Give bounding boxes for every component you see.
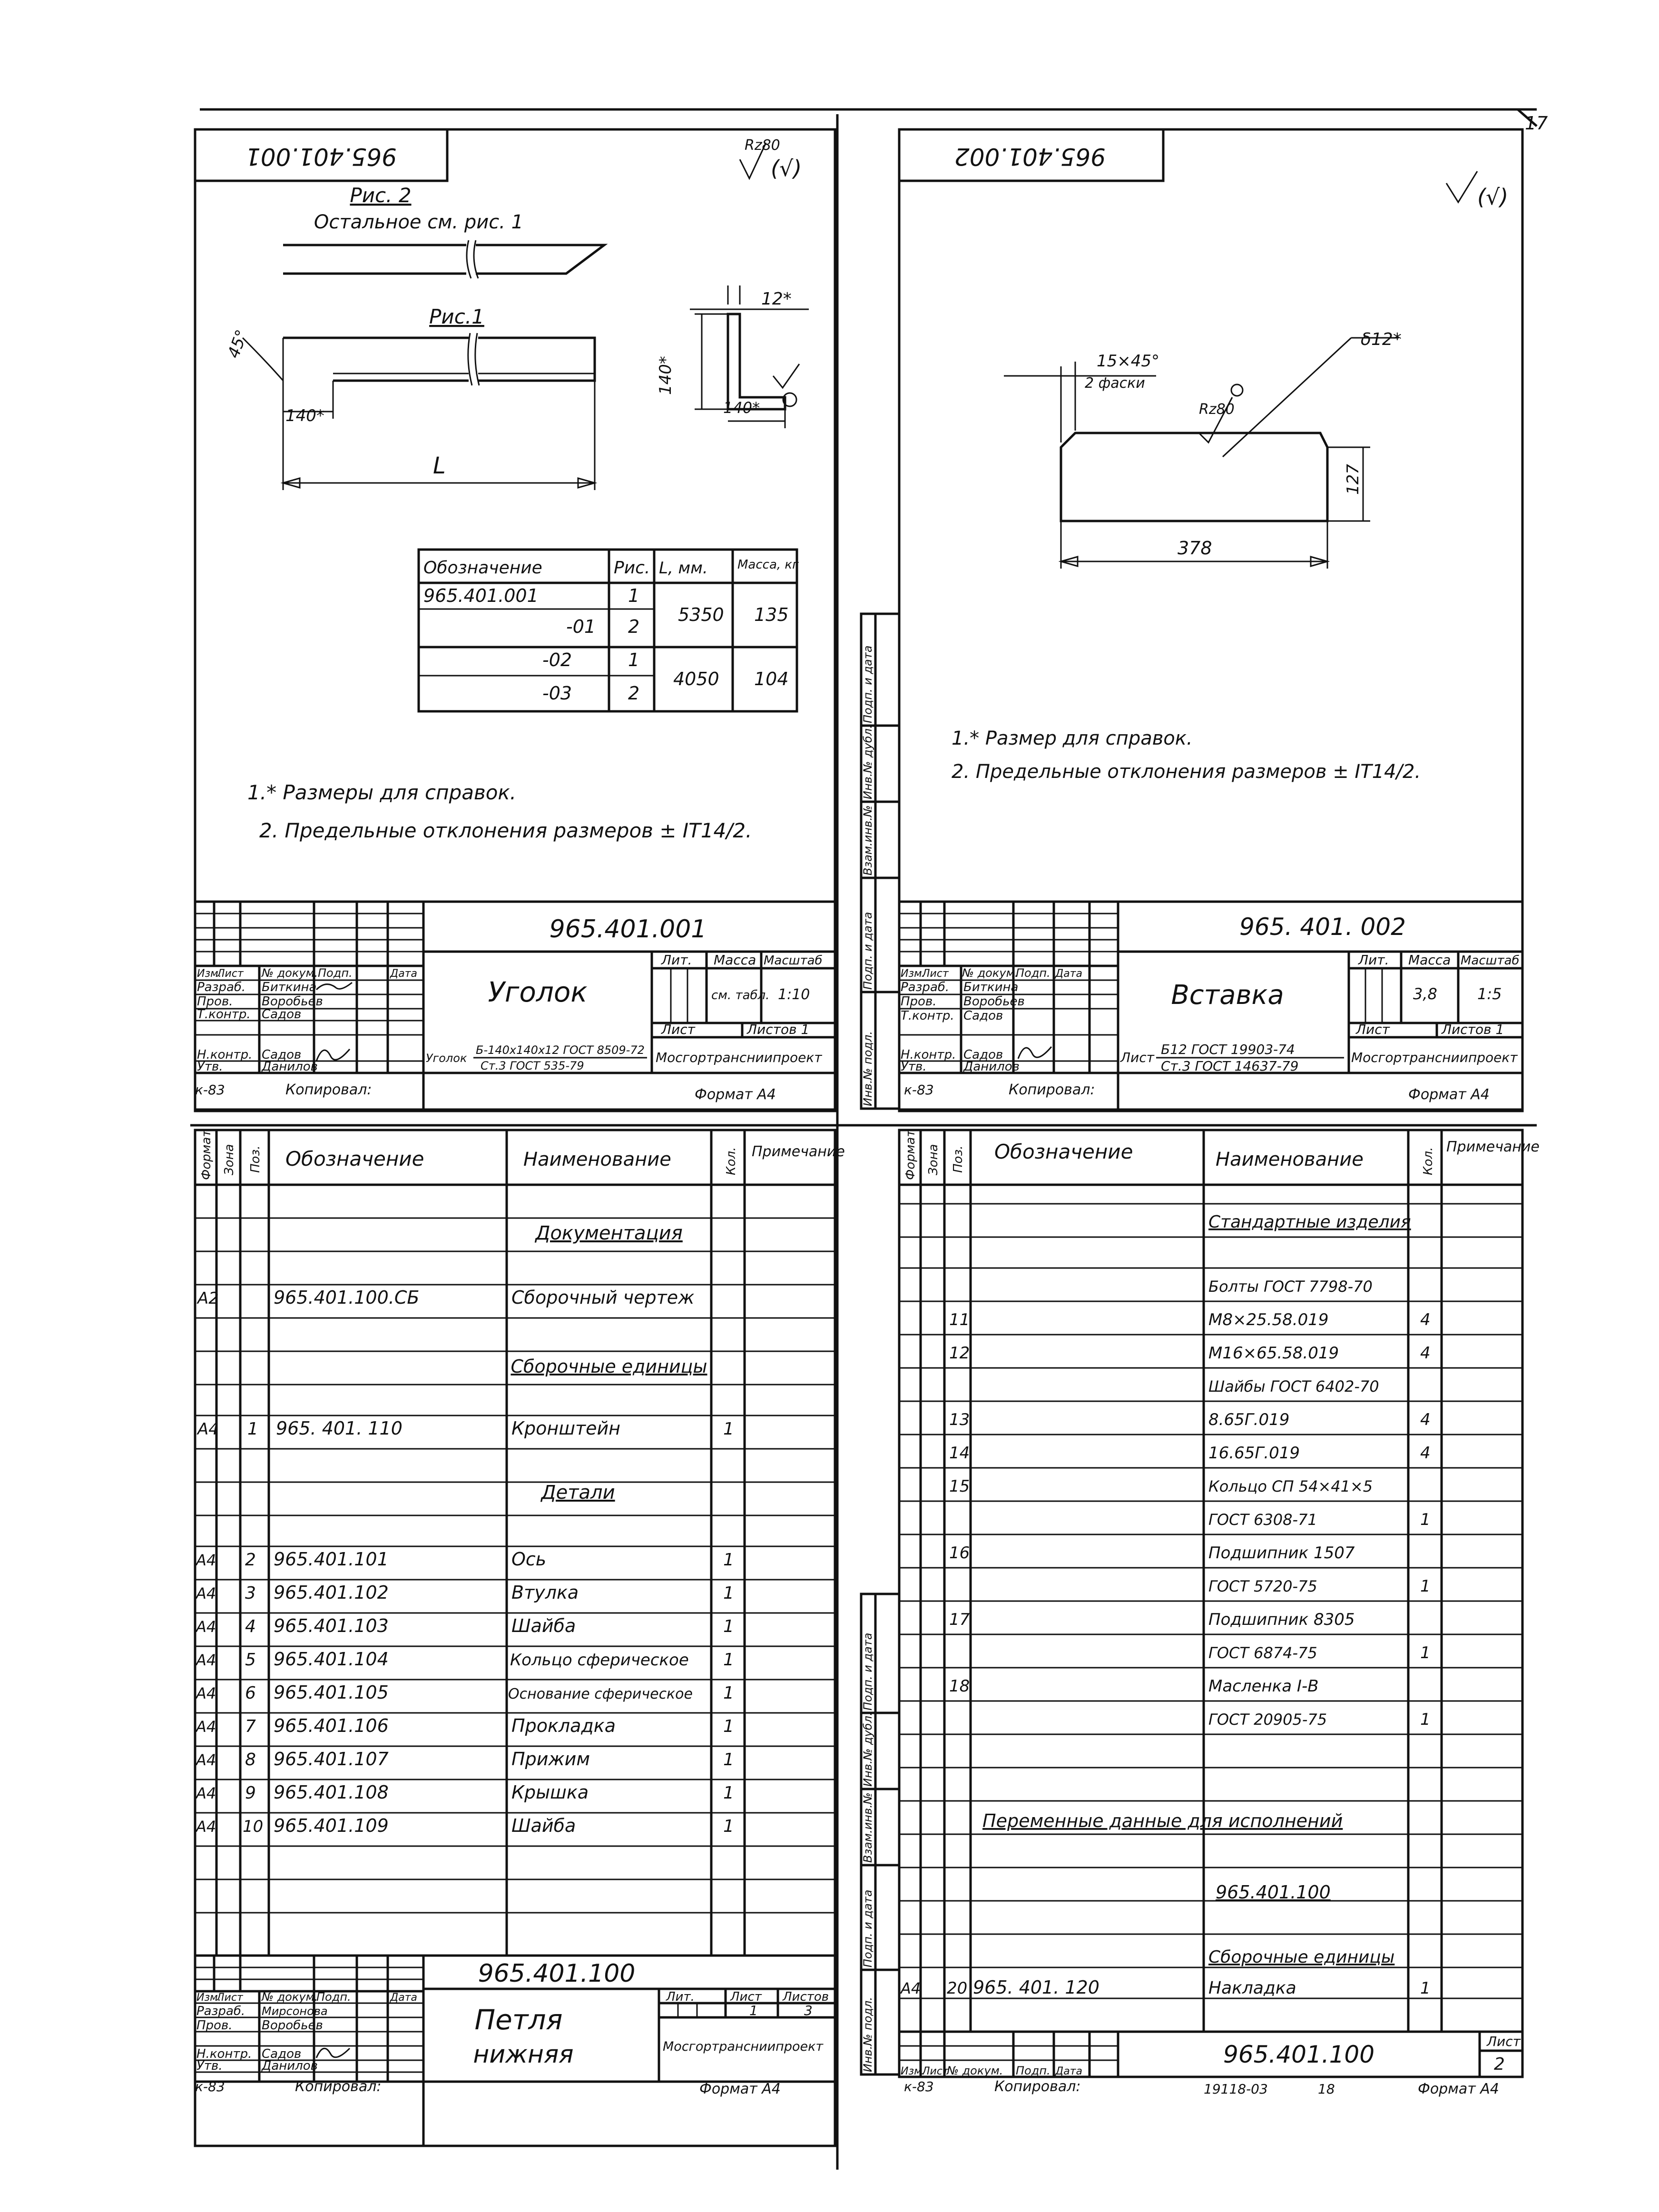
name5-vstavka: Данилов <box>963 1060 1020 1074</box>
hdr-podp-ugolok: Подп. <box>318 966 353 980</box>
note1-ugolok: 1.* Размеры для справок. <box>247 781 517 804</box>
fig2-drawing <box>283 240 604 278</box>
dim-12-ugolok: 12* <box>761 289 792 309</box>
spec1-row-format: А2 <box>197 1289 219 1308</box>
dim-378: 378 <box>1178 538 1212 559</box>
name1-ugolok: Биткина <box>262 980 317 994</box>
spec2-hdr-designation: Обозначение <box>994 1140 1133 1163</box>
hdr-izm-vstavka: Изм. <box>901 968 925 980</box>
spec1-row-pos: 4 <box>245 1617 256 1636</box>
spec1-row-pos: 5 <box>245 1650 256 1670</box>
spec1-row-qty: 1 <box>723 1717 734 1736</box>
spec2-variant-number: 965.401.100 <box>1216 1882 1331 1903</box>
spec2-row-pos: 18 <box>949 1677 970 1696</box>
table-hdr-fig: Рис. <box>614 558 650 578</box>
role1-ugolok: Разраб. <box>197 980 246 994</box>
spec2-row-name: ГОСТ 20905-75 <box>1208 1711 1327 1729</box>
sheets-label-vstavka: Листов 1 <box>1442 1022 1504 1037</box>
spec1-row-pos: 3 <box>245 1583 256 1603</box>
table-hdr-designation: Обозначение <box>423 558 542 578</box>
side-stamp-dubl: Инв.№ дубл. <box>861 1712 874 1787</box>
material-top-vstavka: Б12 ГОСТ 19903-74 <box>1161 1042 1295 1057</box>
spec1-hdr-name: Наименование <box>523 1149 671 1170</box>
spec1-row-qty: 1 <box>723 1817 734 1836</box>
spec1-row-name: Ось <box>511 1549 547 1570</box>
mass-val-ugolok: см. табл. <box>711 988 770 1003</box>
name2-spec1: Воробьев <box>262 2018 323 2033</box>
hdr-ndok-vstavka: № докум. <box>962 966 1019 980</box>
spec2-hdr-format: Формат <box>903 1130 918 1180</box>
spec1-section-assemblies: Сборочные единицы <box>510 1356 707 1377</box>
name4-spec1: Садов <box>262 2047 302 2061</box>
spec2-section-standard: Стандартные изделия <box>1208 1212 1411 1232</box>
hdr-data-spec2: Дата <box>1055 2065 1082 2077</box>
sheet-label-spec2: Лист <box>1487 2034 1521 2049</box>
spec1-row-pos: 2 <box>245 1550 256 1570</box>
spec1-hdr-designation: Обозначение <box>285 1147 424 1170</box>
table-length-a: 5350 <box>678 604 724 625</box>
spec1-row-designation: 965.401.104 <box>274 1649 389 1670</box>
spec1-row-name: Сборочный чертеж <box>511 1287 695 1308</box>
signature-icon <box>316 1049 350 1061</box>
hdr-list-spec2: Лист <box>922 2065 949 2077</box>
spec1-row-designation: 965.401.108 <box>274 1782 389 1803</box>
fig2-label: Рис. 2 <box>350 184 412 207</box>
spec2-row-pos: 12 <box>949 1344 970 1363</box>
spec1-row-name: Кольцо сферическое <box>510 1651 689 1670</box>
copied-ugolok: Копировал: <box>285 1081 372 1098</box>
org-spec1: Мосгортрансниипроект <box>663 2039 824 2054</box>
table-row1-designation: 965.401.001 <box>423 585 539 606</box>
spec2-row-pos: 14 <box>949 1444 970 1463</box>
dim-chamfer-note: 2 фаски <box>1085 375 1145 392</box>
spec1-hdr-zone: Зона <box>222 1144 236 1175</box>
lit-ugolok: Лит. <box>661 952 692 968</box>
scale-label-vstavka: Масштаб <box>1461 954 1520 968</box>
spec1-row-qty: 1 <box>723 1783 734 1803</box>
format-vstavka: Формат А4 <box>1408 1086 1490 1103</box>
spec2-row-qty: 1 <box>1420 1577 1431 1596</box>
spec2-last-qty: 1 <box>1420 1979 1431 1998</box>
sheet-label-ugolok: Лист <box>661 1022 695 1037</box>
spec1-row-name: Втулка <box>511 1582 579 1603</box>
k83-spec1: к-83 <box>195 2079 225 2094</box>
spec2-row-name: Масленка I-В <box>1208 1677 1319 1696</box>
dim-45-ugolok: 45° <box>224 327 252 361</box>
roughness-paren-ugolok: (√) <box>771 156 802 181</box>
spec1-row-designation: 965. 401. 110 <box>276 1418 402 1439</box>
role2-spec1: Пров. <box>196 2018 233 2033</box>
org-ugolok: Мосгортрансниипроект <box>656 1050 822 1065</box>
spec1-row-designation: 965.401.106 <box>274 1715 389 1736</box>
role5-vstavka: Утв. <box>901 1060 927 1074</box>
format-spec1: Формат А4 <box>699 2081 781 2097</box>
spec2-row-name: Подшипник 8305 <box>1208 1610 1355 1629</box>
spec2-last-format: А4 <box>901 1979 921 1997</box>
spec2-hdr-zone: Зона <box>926 1144 941 1175</box>
dim-140a-ugolok: 140* <box>285 406 324 425</box>
spec1-row-designation: 965.401.109 <box>274 1815 389 1836</box>
dim-L-ugolok: L <box>433 452 446 479</box>
spec2-standard-items <box>949 1212 1431 1729</box>
name2-ugolok: Воробьев <box>262 994 323 1009</box>
roughness-ugolok: Rz80 <box>745 137 780 154</box>
format-ugolok: Формат А4 <box>695 1086 776 1103</box>
table-row1-fig: 1 <box>628 585 640 606</box>
spec1-row-qty: 1 <box>723 1650 734 1670</box>
spec2-row-name: 16.65Г.019 <box>1208 1444 1300 1463</box>
doc-number-vstavka: 965. 401. 002 <box>1239 913 1406 941</box>
mass-label-ugolok: Масса <box>714 952 756 968</box>
spec2-row-qty: 1 <box>1420 1710 1431 1729</box>
material-prefix-ugolok: Уголок <box>426 1052 467 1065</box>
role5-ugolok: Утв. <box>197 1060 223 1074</box>
material-bottom-vstavka: Ст.3 ГОСТ 14637-79 <box>1161 1058 1299 1074</box>
scale-val-vstavka: 1:5 <box>1477 985 1502 1003</box>
spec1-row-designation: 965.401.103 <box>274 1615 389 1636</box>
spec2-hdr-note: Примечание <box>1446 1139 1540 1155</box>
panel-ugolok <box>195 129 835 1111</box>
spec2-last-designation: 965. 401. 120 <box>973 1977 1099 1998</box>
hdr-data-spec1: Дата <box>390 1992 417 2004</box>
dim-140b-ugolok: 140* <box>656 356 675 395</box>
doc-number-spec2: 965.401.100 <box>1223 2041 1375 2068</box>
note1-vstavka: 1.* Размер для справок. <box>952 728 1193 749</box>
mass-label-vstavka: Масса <box>1408 952 1451 968</box>
table-row3-fig: 1 <box>628 649 640 670</box>
spec2-row-pos: 11 <box>949 1310 970 1329</box>
name5-ugolok: Данилов <box>262 1060 318 1074</box>
spec2-row-name: ГОСТ 5720-75 <box>1208 1577 1317 1595</box>
hdr-data-ugolok: Дата <box>390 968 417 980</box>
spec2-row-qty: 4 <box>1420 1310 1431 1329</box>
signature-icon <box>316 2048 350 2058</box>
panel-spec-sheet2 <box>861 1130 1540 2097</box>
material-top-ugolok: Б-140х140х12 ГОСТ 8509-72 <box>476 1043 645 1057</box>
signature-icon <box>316 983 352 990</box>
spec2-row-pos: 13 <box>949 1410 970 1429</box>
role2-ugolok: Пров. <box>197 994 233 1009</box>
spec1-row-name: Прижим <box>511 1749 590 1770</box>
spec2-row-qty: 4 <box>1420 1410 1431 1429</box>
spec1-row-format: А4 <box>197 1420 219 1439</box>
table-row4-designation: -03 <box>542 683 572 704</box>
dim-140c-ugolok: 140* <box>723 399 760 417</box>
org-vstavka: Мосгортрансниипроект <box>1351 1050 1518 1065</box>
title-vstavka: Вставка <box>1171 980 1284 1011</box>
spec1-section-parts: Детали <box>541 1482 615 1504</box>
copied-spec2: Копировал: <box>994 2078 1081 2095</box>
role2-vstavka: Пров. <box>901 994 937 1009</box>
format-spec2: Формат А4 <box>1418 2081 1499 2097</box>
roughness-vstavka: Rz80 <box>1199 401 1235 418</box>
spec1-section-docs: Документация <box>535 1222 683 1244</box>
spec1-row-designation: 965.401.107 <box>274 1749 389 1770</box>
title-line1-spec1: Петля <box>474 2004 563 2036</box>
title-ugolok: Уголок <box>488 976 588 1008</box>
name3-vstavka: Садов <box>963 1009 1003 1023</box>
spec1-row-pos: 8 <box>245 1750 256 1770</box>
spec1-hdr-qty: Кол. <box>724 1147 738 1175</box>
mass-val-vstavka: 3,8 <box>1413 985 1437 1003</box>
name3-ugolok: Садов <box>262 1007 302 1022</box>
spec1-row-name: Шайба <box>511 1815 576 1836</box>
name2-vstavka: Воробьев <box>963 994 1025 1009</box>
table-mass-b: 104 <box>754 669 789 689</box>
sheets-label-spec1: Листов <box>783 1990 829 2004</box>
spec2-hdr-pos: Поз. <box>951 1145 965 1173</box>
table-row2-designation: -01 <box>566 616 596 637</box>
spec2-row-name: ГОСТ 6308-71 <box>1208 1511 1317 1529</box>
spec2-row-qty: 1 <box>1420 1510 1431 1529</box>
lit-spec1: Лит. <box>666 1990 695 2004</box>
spec2-last-pos: 20 <box>947 1979 968 1998</box>
spec1-row-qty: 1 <box>723 1550 734 1570</box>
spec2-row-name: М8×25.58.019 <box>1208 1310 1329 1329</box>
sheet-label-spec1: Лист <box>730 1990 762 2004</box>
sheet-label-vstavka: Лист <box>1356 1022 1390 1037</box>
k83-spec2: к-83 <box>904 2079 934 2094</box>
scale-val-ugolok: 1:10 <box>778 986 810 1003</box>
note2-ugolok: 2. Предельные отклонения размеров ± IT14/2. <box>259 819 752 842</box>
spec1-row-pos: 1 <box>247 1419 258 1439</box>
hdr-list-ugolok: Лист <box>217 968 244 980</box>
spec2-row-name: ГОСТ 6874-75 <box>1208 1644 1317 1662</box>
role4-spec1: Н.контр. <box>196 2047 252 2061</box>
role1-spec1: Разраб. <box>196 2004 245 2018</box>
hdr-list-spec1: Лист <box>216 1992 243 2004</box>
name1-vstavka: Биткина <box>963 980 1019 994</box>
copied-vstavka: Копировал: <box>1009 1081 1095 1098</box>
spec1-row-name: Кронштейн <box>511 1418 621 1439</box>
role3-ugolok: Т.контр. <box>197 1007 251 1022</box>
sheet-val-spec1: 1 <box>749 2003 758 2018</box>
spec2-row-pos: 17 <box>949 1610 970 1629</box>
scale-label-ugolok: Масштаб <box>764 954 823 968</box>
spec1-row-qty: 1 <box>723 1617 734 1636</box>
spec2-row-name: Кольцо СП 54×41×5 <box>1208 1477 1373 1495</box>
sheets-val-spec1: 3 <box>804 2003 813 2018</box>
spec1-row-qty: 1 <box>723 1683 734 1703</box>
spec2-row-name: М16×65.58.019 <box>1208 1344 1339 1363</box>
spec1-row-pos: 9 <box>245 1783 256 1803</box>
role4-vstavka: Н.контр. <box>901 1048 956 1062</box>
spec1-row-format: А4 <box>196 1618 216 1636</box>
spec1-row-designation: 965.401.105 <box>274 1682 389 1703</box>
role1-vstavka: Разраб. <box>901 980 950 994</box>
spec1-row-format: А4 <box>196 1584 216 1602</box>
doc-number-spec1: 965.401.100 <box>478 1959 636 1988</box>
spec2-assembly-units: Сборочные единицы <box>1208 1947 1395 1967</box>
spec2-row-name: Болты ГОСТ 7798-70 <box>1208 1278 1373 1296</box>
material-prefix-vstavka: Лист <box>1120 1050 1154 1065</box>
spec1-row-designation: 965.401.102 <box>274 1582 389 1603</box>
spec1-row-format: А4 <box>196 1784 216 1802</box>
side-stamp-inv: Инв.№ подл. <box>861 1031 874 1106</box>
side-stamp-podp1: Подп. и дата <box>861 912 874 990</box>
spec2-variable-header: Переменные данные для исполнений <box>982 1810 1343 1831</box>
hdr-ndok-spec1: № докум. <box>262 1990 318 2004</box>
doc-number-ugolok: 965.401.001 <box>549 915 707 944</box>
table-length-b: 4050 <box>673 669 719 689</box>
stamp-ugolok: 965.401.001 <box>245 143 397 170</box>
spec1-hdr-format: Формат <box>199 1130 214 1180</box>
table-row2-fig: 2 <box>628 616 640 637</box>
title-line2-spec1: нижняя <box>473 2040 574 2069</box>
table-row4-fig: 2 <box>628 683 640 704</box>
sheets-label-ugolok: Листов 1 <box>747 1022 810 1037</box>
note2-vstavka: 2. Предельные отклонения размеров ± IT14/2. <box>952 761 1421 783</box>
hdr-izm-spec2: Изм. <box>901 2065 925 2077</box>
side-stamp-podp2: Подп. и дата <box>861 1632 874 1711</box>
side-stamp-vzam: Взам.инв.№ <box>861 805 874 875</box>
spec1-row-name: Шайба <box>511 1615 576 1636</box>
lit-vstavka: Лит. <box>1358 952 1389 968</box>
spec1-hdr-pos: Поз. <box>248 1145 263 1173</box>
dim-thickness: δ12* <box>1361 330 1402 349</box>
copied-spec1: Копировал: <box>295 2078 382 2095</box>
side-stamp-podp2: Подп. и дата <box>861 645 874 723</box>
hdr-list-vstavka: Лист <box>922 968 949 980</box>
spec1-row-name: Прокладка <box>511 1715 616 1736</box>
fig1-label: Рис.1 <box>429 305 484 328</box>
hdr-podp-spec1: Подп. <box>316 1990 351 2004</box>
spec2-row-name: 8.65Г.019 <box>1208 1410 1290 1429</box>
insert-plate-drawing <box>1004 338 1399 569</box>
stamp-vstavka: 965.401.002 <box>954 143 1106 170</box>
spec1-row-qty: 1 <box>723 1750 734 1770</box>
hdr-podp-spec2: Подп. <box>1016 2064 1050 2077</box>
hdr-ndok-ugolok: № докум. <box>262 966 318 980</box>
spec1-row-qty: 1 <box>723 1583 734 1603</box>
spec1-row-name: Крышка <box>511 1782 589 1803</box>
spec1-row-format: А4 <box>196 1751 216 1769</box>
spec1-row-format: А4 <box>196 1818 216 1836</box>
spec1-hdr-note: Примечание <box>752 1143 845 1160</box>
hdr-podp-vstavka: Подп. <box>1016 966 1050 980</box>
spec2-row-qty: 1 <box>1420 1643 1431 1662</box>
side-stamp-podp1: Подп. и дата <box>861 1889 874 1967</box>
dim-127: 127 <box>1344 464 1363 495</box>
hdr-izm-ugolok: Изм. <box>197 968 222 980</box>
table-hdr-length: L, мм. <box>659 559 708 578</box>
roughness-paren-vstavka: (√) <box>1477 184 1509 210</box>
spec2-row-qty: 4 <box>1420 1444 1431 1463</box>
role4-ugolok: Н.контр. <box>197 1048 253 1062</box>
fig2-note: Остальное см. рис. 1 <box>314 211 524 233</box>
spec2-row-name: Шайбы ГОСТ 6402-70 <box>1208 1377 1379 1396</box>
name4-vstavka: Садов <box>963 1048 1003 1062</box>
spec1-row-pos: 6 <box>245 1683 256 1703</box>
spec2-row-pos: 15 <box>949 1477 970 1496</box>
spec2-row-qty: 4 <box>1420 1344 1431 1363</box>
spec2-last-name: Накладка <box>1208 1978 1296 1998</box>
side-stamp-vzam: Взам.инв.№ <box>861 1792 874 1863</box>
k83-ugolok: к-83 <box>195 1082 225 1098</box>
table-mass-a: 135 <box>754 604 789 625</box>
spec2-hdr-name: Наименование <box>1216 1149 1364 1170</box>
roughness-mark-icon <box>1446 171 1477 202</box>
dim-chamfer: 15×45° <box>1097 352 1160 371</box>
archive-number-spec2: 19118-03 <box>1204 2081 1268 2097</box>
spec1-row-format: А4 <box>196 1718 216 1736</box>
sheet-val-spec2: 2 <box>1494 2055 1505 2074</box>
hdr-data-vstavka: Дата <box>1055 968 1082 980</box>
side-stamp-dubl: Инв.№ дубл. <box>861 725 874 799</box>
name5-spec1: Данилов <box>262 2059 318 2073</box>
spec1-row-designation: 965.401.100.СБ <box>274 1287 420 1308</box>
panel-vstavka <box>861 129 1522 1111</box>
spec2-row-pos: 16 <box>949 1543 970 1563</box>
role3-vstavka: Т.контр. <box>901 1009 954 1023</box>
spec1-row-designation: 965.401.101 <box>274 1549 389 1570</box>
signature-icon <box>1018 1047 1051 1059</box>
spec1-row-pos: 7 <box>245 1717 256 1736</box>
k83-vstavka: к-83 <box>904 1082 934 1098</box>
spec2-hdr-qty: Кол. <box>1421 1147 1435 1175</box>
hdr-izm-spec1: Изм. <box>196 1992 221 2004</box>
panel-spec-sheet1 <box>195 1130 845 2146</box>
name1-spec1: Мирсонова <box>262 2005 328 2018</box>
spec1-row-format: А4 <box>196 1551 216 1569</box>
role5-spec1: Утв. <box>196 2059 223 2073</box>
archive-sheet-spec2: 18 <box>1318 2081 1335 2097</box>
side-stamp-inv: Инв.№ подл. <box>861 1997 874 2072</box>
page-number: 17 <box>1525 113 1548 134</box>
spec1-row-format: А4 <box>196 1651 216 1669</box>
name4-ugolok: Садов <box>262 1048 302 1062</box>
spec1-row-name: Основание сферическое <box>508 1686 693 1702</box>
spec1-parts-list <box>195 1549 734 1836</box>
spec1-row-pos: 10 <box>243 1817 264 1836</box>
spec1-row-qty: 1 <box>723 1419 734 1439</box>
table-row3-designation: -02 <box>542 649 572 670</box>
table-hdr-mass: Масса, кг <box>737 558 799 572</box>
spec1-row-format: А4 <box>196 1684 216 1702</box>
hdr-ndok-spec2: № докум. <box>947 2064 1003 2077</box>
material-bottom-ugolok: Ст.3 ГОСТ 535-79 <box>481 1059 584 1072</box>
spec2-row-name: Подшипник 1507 <box>1208 1543 1355 1563</box>
